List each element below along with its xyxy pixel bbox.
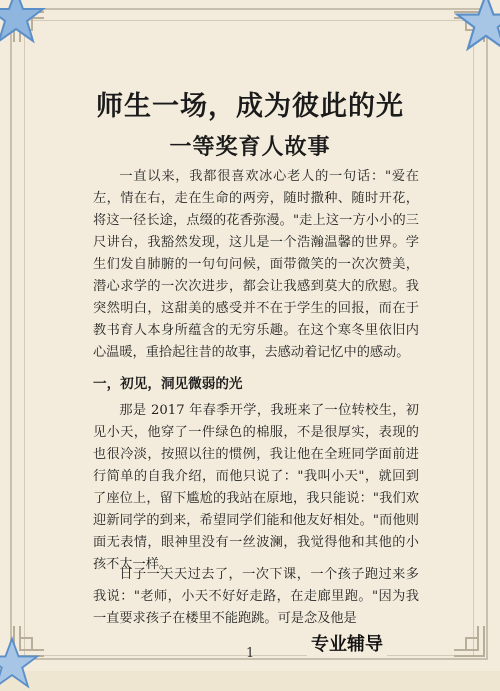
intro-paragraph <box>93 166 419 364</box>
star-icon <box>0 635 40 691</box>
document-title: 师生一场，成为彼此的光 <box>96 91 404 122</box>
body-paragraph <box>93 400 419 576</box>
paragraph-text: 一直以来，我都很喜欢冰心老人的一句话："爱在左，情在右，走在生命的两旁，随时撒种、随时开花，将这一径长途，点缀的花香弥漫。"走上这一方小小的三尺讲台，我豁然发现，这儿是一个浩瀚温馨的世界。学生们发自肺腑的一句句问候，面带微笑的一次次赞美，潜心求学的一次次进步，都会让我感到莫大的欣慰。我突然明白，这甜美的感受并不在于学生的回报，而在于教书育人本身所蕴含的无穷乐趣。在这个寒冬里依旧内心温暖，重拾起往昔的故事，去感动着记忆中的感动。 <box>93 169 419 360</box>
star-icon <box>454 0 500 54</box>
corner-ornament <box>452 624 486 658</box>
watermark-label: 专业辅导 <box>307 630 387 656</box>
section-heading: 一，初见，洞见微弱的光 <box>93 376 243 392</box>
star-icon <box>0 0 46 46</box>
body-paragraph <box>93 564 419 630</box>
document-subtitle: 一等奖育人故事 <box>169 134 331 160</box>
paragraph-text: 那是 2017 年春季开学，我班来了一位转校生，初见小天，他穿了一件绿色的棉服，不是很厚实，表现的也很冷淡，按照以往的惯例，我让他在全班同学面前进行简单的自我介绍，而他只说了："我叫小天"，就回到了座位上，留下尴尬的我站在原地，我只能说："我们欢迎新同学的到来，希望同学们能和他友好相处。"而他则面无表情，眼神里没有一丝波澜，我觉得他和其他的小孩不太一样。 <box>93 403 419 572</box>
paragraph-text: 日子一天天过去了，一次下课，一个孩子跑过来多我说："老师，小天不好好走路，在走廊里跑。"因为我一直要求孩子在楼里不能跑跳。可是念及他是 <box>93 567 419 626</box>
page-number: 1 <box>246 646 255 661</box>
